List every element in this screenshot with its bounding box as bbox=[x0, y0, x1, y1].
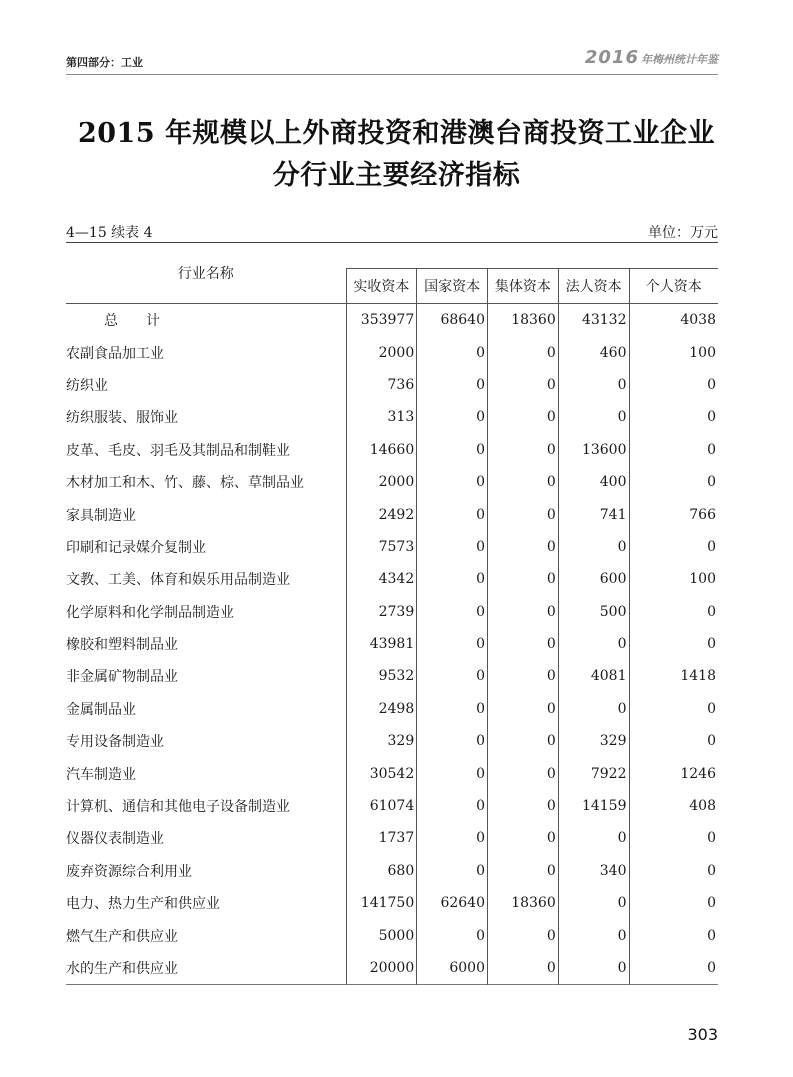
cell-value: 0 bbox=[417, 563, 488, 595]
cell-value: 0 bbox=[558, 693, 629, 725]
cell-value: 0 bbox=[488, 952, 559, 985]
cell-value: 0 bbox=[488, 369, 559, 401]
cell-value: 0 bbox=[488, 498, 559, 530]
cell-value: 43132 bbox=[558, 304, 629, 337]
cell-value: 14660 bbox=[346, 434, 417, 466]
cell-value: 500 bbox=[558, 596, 629, 628]
cell-value: 0 bbox=[417, 531, 488, 563]
cell-value: 7922 bbox=[558, 757, 629, 789]
cell-value: 4342 bbox=[346, 563, 417, 595]
cell-value: 0 bbox=[629, 887, 718, 919]
cell-value: 0 bbox=[629, 919, 718, 951]
cell-value: 2000 bbox=[346, 336, 417, 368]
cell-value: 0 bbox=[417, 822, 488, 854]
table-row bbox=[66, 855, 718, 887]
cell-value: 0 bbox=[488, 628, 559, 660]
table-row bbox=[66, 887, 718, 919]
cell-value: 18360 bbox=[488, 887, 559, 919]
cell-value: 0 bbox=[488, 563, 559, 595]
cell-value: 0 bbox=[629, 693, 718, 725]
cell-value: 30542 bbox=[346, 757, 417, 789]
cell-value: 0 bbox=[417, 336, 488, 368]
cell-value: 5000 bbox=[346, 919, 417, 951]
row-name: 金属制品业 bbox=[66, 701, 136, 718]
cell-value: 0 bbox=[629, 596, 718, 628]
cell-value: 0 bbox=[488, 401, 559, 433]
table-row bbox=[66, 822, 718, 854]
cell-value: 408 bbox=[629, 790, 718, 822]
row-name: 文教、工美、体育和娱乐用品制造业 bbox=[66, 572, 290, 589]
title-line-2: 分行业主要经济指标 bbox=[272, 160, 521, 191]
cell-value: 0 bbox=[488, 434, 559, 466]
table-header-row bbox=[66, 269, 718, 304]
cell-value: 0 bbox=[417, 498, 488, 530]
table-row bbox=[66, 596, 718, 628]
document-title bbox=[0, 113, 793, 197]
cell-value: 460 bbox=[558, 336, 629, 368]
table-row bbox=[66, 531, 718, 563]
cell-value: 7573 bbox=[346, 531, 417, 563]
cell-value: 400 bbox=[558, 466, 629, 498]
table-row bbox=[66, 757, 718, 789]
cell-value: 0 bbox=[488, 660, 559, 692]
cell-value: 0 bbox=[629, 855, 718, 887]
cell-value: 0 bbox=[558, 401, 629, 433]
yearbook-name: 年梅州统计年鉴 bbox=[641, 53, 718, 66]
data-table bbox=[66, 265, 718, 985]
row-name: 印刷和记录媒介复制业 bbox=[66, 539, 206, 556]
cell-value: 0 bbox=[488, 725, 559, 757]
cell-value: 766 bbox=[629, 498, 718, 530]
cell-value: 61074 bbox=[346, 790, 417, 822]
cell-value: 0 bbox=[558, 531, 629, 563]
cell-value: 0 bbox=[488, 466, 559, 498]
cell-value: 13600 bbox=[558, 434, 629, 466]
cell-value: 0 bbox=[629, 434, 718, 466]
column-header: 国家资本 bbox=[417, 269, 488, 304]
table-body bbox=[66, 304, 718, 985]
cell-value: 2492 bbox=[346, 498, 417, 530]
table-row bbox=[66, 790, 718, 822]
cell-value: 14159 bbox=[558, 790, 629, 822]
row-name: 计算机、通信和其他电子设备制造业 bbox=[66, 799, 290, 816]
cell-value: 329 bbox=[346, 725, 417, 757]
cell-value: 4081 bbox=[558, 660, 629, 692]
column-header-industry-label: 行业名称 bbox=[177, 265, 234, 282]
cell-value: 0 bbox=[417, 596, 488, 628]
cell-value: 0 bbox=[558, 822, 629, 854]
section-label: 第四部分：工业 bbox=[66, 56, 143, 69]
cell-value: 9532 bbox=[346, 660, 417, 692]
cell-value: 0 bbox=[417, 466, 488, 498]
table-meta bbox=[66, 222, 718, 243]
cell-value: 6000 bbox=[417, 952, 488, 985]
cell-value: 2000 bbox=[346, 466, 417, 498]
cell-value: 0 bbox=[417, 660, 488, 692]
cell-value: 0 bbox=[417, 725, 488, 757]
row-name: 电力、热力生产和供应业 bbox=[66, 896, 220, 913]
row-name: 总 计 bbox=[104, 313, 160, 330]
cell-value: 0 bbox=[417, 790, 488, 822]
running-header bbox=[66, 47, 718, 75]
table-row bbox=[66, 434, 718, 466]
table-row bbox=[66, 628, 718, 660]
cell-value: 0 bbox=[558, 369, 629, 401]
cell-value: 1418 bbox=[629, 660, 718, 692]
table-row bbox=[66, 498, 718, 530]
cell-value: 0 bbox=[488, 596, 559, 628]
cell-value: 0 bbox=[629, 628, 718, 660]
cell-value: 68640 bbox=[417, 304, 488, 337]
cell-value: 0 bbox=[629, 725, 718, 757]
cell-value: 0 bbox=[629, 369, 718, 401]
row-name: 纺织服装、服饰业 bbox=[66, 410, 178, 427]
cell-value: 0 bbox=[488, 757, 559, 789]
table-row bbox=[66, 919, 718, 951]
cell-value: 4038 bbox=[629, 304, 718, 337]
cell-value: 329 bbox=[558, 725, 629, 757]
table-row-total bbox=[66, 304, 718, 337]
row-name: 纺织业 bbox=[66, 377, 108, 394]
cell-value: 141750 bbox=[346, 887, 417, 919]
cell-value: 0 bbox=[417, 919, 488, 951]
column-header: 实收资本 bbox=[346, 269, 417, 304]
cell-value: 2498 bbox=[346, 693, 417, 725]
cell-value: 2739 bbox=[346, 596, 417, 628]
cell-value: 100 bbox=[629, 336, 718, 368]
cell-value: 0 bbox=[558, 887, 629, 919]
cell-value: 18360 bbox=[488, 304, 559, 337]
cell-value: 0 bbox=[488, 790, 559, 822]
cell-value: 62640 bbox=[417, 887, 488, 919]
row-name: 仪器仪表制造业 bbox=[66, 831, 164, 848]
row-name: 水的生产和供应业 bbox=[66, 961, 178, 977]
table-row bbox=[66, 369, 718, 401]
cell-value: 0 bbox=[488, 855, 559, 887]
cell-value: 0 bbox=[488, 336, 559, 368]
table-row bbox=[66, 466, 718, 498]
cell-value: 0 bbox=[629, 401, 718, 433]
table-unit: 单位：万元 bbox=[648, 225, 718, 241]
row-name: 皮革、毛皮、羽毛及其制品和制鞋业 bbox=[66, 442, 290, 459]
cell-value: 340 bbox=[558, 855, 629, 887]
cell-value: 0 bbox=[488, 822, 559, 854]
title-line-1: 2015 年规模以上外商投资和港澳台商投资工业企业 bbox=[77, 118, 716, 149]
cell-value: 0 bbox=[488, 693, 559, 725]
cell-value: 0 bbox=[417, 628, 488, 660]
row-name: 木材加工和木、竹、藤、棕、草制品业 bbox=[66, 475, 304, 492]
cell-value: 600 bbox=[558, 563, 629, 595]
row-name: 家具制造业 bbox=[66, 507, 136, 524]
table-row bbox=[66, 693, 718, 725]
yearbook-year: 2016 bbox=[584, 47, 639, 68]
table-row bbox=[66, 563, 718, 595]
cell-value: 0 bbox=[417, 693, 488, 725]
row-name: 橡胶和塑料制品业 bbox=[66, 637, 178, 654]
column-header-industry bbox=[66, 265, 346, 304]
table-row bbox=[66, 725, 718, 757]
cell-value: 0 bbox=[558, 952, 629, 985]
row-name: 非金属矿物制品业 bbox=[66, 669, 178, 686]
cell-value: 43981 bbox=[346, 628, 417, 660]
cell-value: 0 bbox=[417, 757, 488, 789]
cell-value: 0 bbox=[488, 919, 559, 951]
column-header: 法人资本 bbox=[558, 269, 629, 304]
cell-value: 0 bbox=[488, 531, 559, 563]
row-name: 废弃资源综合利用业 bbox=[66, 863, 192, 880]
cell-value: 0 bbox=[417, 369, 488, 401]
row-name: 汽车制造业 bbox=[66, 766, 136, 783]
cell-value: 0 bbox=[417, 434, 488, 466]
cell-value: 1737 bbox=[346, 822, 417, 854]
row-name: 燃气生产和供应业 bbox=[66, 928, 178, 945]
cell-value: 1246 bbox=[629, 757, 718, 789]
cell-value: 0 bbox=[629, 531, 718, 563]
row-name: 化学原料和化学制品制造业 bbox=[66, 604, 234, 621]
column-header: 个人资本 bbox=[629, 269, 718, 304]
column-header: 集体资本 bbox=[488, 269, 559, 304]
cell-value: 0 bbox=[629, 952, 718, 985]
yearbook-logo bbox=[585, 47, 718, 68]
table-id: 4—15 续表 4 bbox=[66, 225, 153, 241]
cell-value: 100 bbox=[629, 563, 718, 595]
cell-value: 736 bbox=[346, 369, 417, 401]
cell-value: 313 bbox=[346, 401, 417, 433]
table-row bbox=[66, 401, 718, 433]
cell-value: 680 bbox=[346, 855, 417, 887]
cell-value: 741 bbox=[558, 498, 629, 530]
cell-value: 0 bbox=[629, 466, 718, 498]
cell-value: 0 bbox=[417, 401, 488, 433]
table-row bbox=[66, 952, 718, 985]
row-name: 专用设备制造业 bbox=[66, 734, 164, 751]
cell-value: 0 bbox=[629, 822, 718, 854]
cell-value: 0 bbox=[417, 855, 488, 887]
page-number: 303 bbox=[687, 1025, 718, 1044]
cell-value: 0 bbox=[558, 919, 629, 951]
table-row bbox=[66, 336, 718, 368]
table-row bbox=[66, 660, 718, 692]
cell-value: 353977 bbox=[346, 304, 417, 337]
row-name: 农副食品加工业 bbox=[66, 345, 164, 362]
cell-value: 20000 bbox=[346, 952, 417, 985]
cell-value: 0 bbox=[558, 628, 629, 660]
